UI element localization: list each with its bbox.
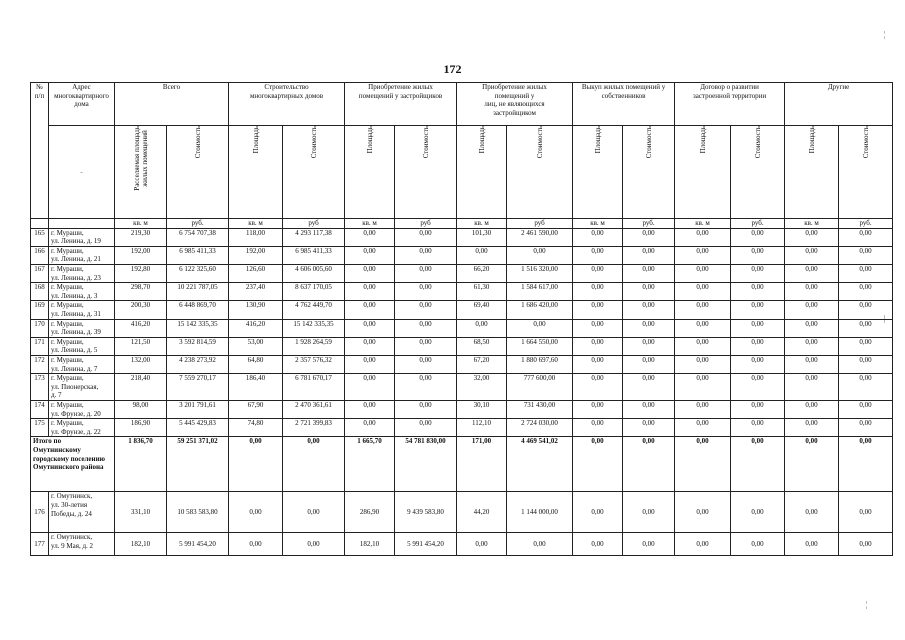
subtotal-value: 1 836,70 <box>115 437 167 492</box>
subtotal-value: 1 665,70 <box>345 437 395 492</box>
row-value: 0,00 <box>573 419 623 437</box>
unit-label: кв. м <box>573 219 623 229</box>
unit-label: кв. м <box>457 219 507 229</box>
row-number: 170 <box>31 319 49 337</box>
row-value: 0,00 <box>785 419 839 437</box>
row-value: 0,00 <box>731 533 785 556</box>
subheader-cost-6 <box>839 126 893 219</box>
subtotal-value: 0,00 <box>731 437 785 492</box>
subheader-area-label: Площадь <box>251 126 260 154</box>
row-value: 0,00 <box>731 374 785 401</box>
row-address: г. Мураши, ул. Пионерская, д. 7 <box>49 374 115 401</box>
unit-label: руб <box>507 219 573 229</box>
header-group-purchase-non-developers: Приобретение жилых помещений у лиц, не являющихся застройщиком <box>457 83 573 126</box>
row-value: 0,00 <box>839 319 893 337</box>
row-value: 0,00 <box>395 319 457 337</box>
row-value: 9 439 583,80 <box>395 492 457 533</box>
row-value: 15 142 335,35 <box>283 319 345 337</box>
row-value: 0,00 <box>675 301 731 319</box>
row-value: 0,00 <box>731 283 785 301</box>
row-number: 176 <box>31 492 49 533</box>
row-value: 2 357 576,32 <box>283 355 345 373</box>
row-value: 0,00 <box>731 246 785 264</box>
row-value: 0,00 <box>345 355 395 373</box>
subheader-cost-0 <box>167 126 229 219</box>
row-value: 132,00 <box>115 355 167 373</box>
row-value: 32,00 <box>457 374 507 401</box>
row-address: г. Мураши, ул. Фрунзе, д. 20 <box>49 401 115 419</box>
row-value: 121,50 <box>115 337 167 355</box>
row-value: 0,00 <box>839 246 893 264</box>
row-value: 0,00 <box>395 401 457 419</box>
row-value: 0,00 <box>345 337 395 355</box>
row-value: 0,00 <box>785 401 839 419</box>
row-value: 2 724 030,00 <box>507 419 573 437</box>
row-value: 5 991 454,20 <box>167 533 229 556</box>
table-row <box>31 301 893 319</box>
resettlement-table <box>30 82 893 556</box>
unit-label: кв. м <box>115 219 167 229</box>
row-value: 192,00 <box>229 246 283 264</box>
row-value: 0,00 <box>345 283 395 301</box>
row-value: 0,00 <box>839 355 893 373</box>
row-value: 0,00 <box>229 533 283 556</box>
row-value: 0,00 <box>395 337 457 355</box>
table-row <box>31 401 893 419</box>
row-address: г. Омутнинск, ул. 9 Мая, д. 2 <box>49 533 115 556</box>
subheader-area-2 <box>345 126 395 219</box>
row-address: г. Мураши, ул. Ленина, д. 19 <box>49 228 115 246</box>
row-value: 3 201 791,61 <box>167 401 229 419</box>
row-value: 1 144 000,00 <box>507 492 573 533</box>
row-address: г. Мураши, ул. Ленина, д. 23 <box>49 264 115 282</box>
row-value: 0,00 <box>345 374 395 401</box>
row-value: 130,90 <box>229 301 283 319</box>
row-value: 1 664 550,00 <box>507 337 573 355</box>
table-row <box>31 337 893 355</box>
row-value: 237,40 <box>229 283 283 301</box>
row-value: 0,00 <box>283 492 345 533</box>
row-value: 0,00 <box>507 246 573 264</box>
unit-label: руб. <box>623 219 675 229</box>
row-value: 0,00 <box>675 319 731 337</box>
row-value: 0,00 <box>623 374 675 401</box>
row-value: 1 686 420,00 <box>507 301 573 319</box>
row-value: 5 991 454,20 <box>395 533 457 556</box>
row-number: 165 <box>31 228 49 246</box>
subheader-area-label: Расселяемая площадь жилых помещений <box>132 126 149 191</box>
row-value: 0,00 <box>573 533 623 556</box>
table-row <box>31 492 893 533</box>
header-group-total: Всего <box>115 83 229 126</box>
row-value: 0,00 <box>457 246 507 264</box>
row-number: 175 <box>31 419 49 437</box>
row-value: 0,00 <box>785 283 839 301</box>
subtotal-value: 4 469 541,02 <box>507 437 573 492</box>
row-value: 0,00 <box>573 337 623 355</box>
row-value: 44,20 <box>457 492 507 533</box>
subheader-cost-4 <box>623 126 675 219</box>
row-number: 168 <box>31 283 49 301</box>
row-value: 8 637 170,05 <box>283 283 345 301</box>
row-value: 0,00 <box>283 533 345 556</box>
units-empty-addr <box>49 219 115 229</box>
row-value: 0,00 <box>731 355 785 373</box>
unit-label: кв. м <box>785 219 839 229</box>
subtotal-label: Итого по Омутнинскому городскому поселению Омутнинского района <box>31 437 115 492</box>
row-value: 0,00 <box>675 419 731 437</box>
unit-label: руб. <box>167 219 229 229</box>
row-value: 2 721 399,83 <box>283 419 345 437</box>
table-row <box>31 355 893 373</box>
row-value: 0,00 <box>623 401 675 419</box>
row-value: 4 293 117,38 <box>283 228 345 246</box>
row-value: 0,00 <box>395 355 457 373</box>
subheader-area-label: Площадь <box>365 126 374 154</box>
subtotal-value: 171,00 <box>457 437 507 492</box>
table-row <box>31 319 893 337</box>
row-number: 171 <box>31 337 49 355</box>
row-value: 61,30 <box>457 283 507 301</box>
row-value: 0,00 <box>675 492 731 533</box>
row-value: 0,00 <box>785 228 839 246</box>
row-value: 0,00 <box>731 264 785 282</box>
row-value: 69,40 <box>457 301 507 319</box>
row-value: 0,00 <box>731 337 785 355</box>
subheader-cost-label: Стоимость <box>309 126 318 159</box>
row-value: 0,00 <box>573 319 623 337</box>
row-value: 64,80 <box>229 355 283 373</box>
table-row <box>31 533 893 556</box>
row-value: 186,40 <box>229 374 283 401</box>
row-value: 0,00 <box>785 533 839 556</box>
subheader-cost-2 <box>395 126 457 219</box>
row-value: 1 880 697,60 <box>507 355 573 373</box>
subheader-area-6 <box>785 126 839 219</box>
row-value: 1 516 320,00 <box>507 264 573 282</box>
subtotal-value: 0,00 <box>283 437 345 492</box>
row-address: г. Мураши, ул. Ленина, д. 21 <box>49 246 115 264</box>
row-value: 6 448 869,70 <box>167 301 229 319</box>
row-value: 0,00 <box>623 419 675 437</box>
row-value: 1 928 264,59 <box>283 337 345 355</box>
row-value: 0,00 <box>675 533 731 556</box>
row-value: 0,00 <box>839 533 893 556</box>
header-group-purchase-developers: Приобретение жилых помещений у застройщиков <box>345 83 457 126</box>
subheader-cost-label: Стоимость <box>535 126 544 159</box>
unit-label: руб <box>283 219 345 229</box>
row-value: 2 470 361,61 <box>283 401 345 419</box>
row-value: 0,00 <box>839 401 893 419</box>
row-value: 0,00 <box>839 301 893 319</box>
row-value: 0,00 <box>573 374 623 401</box>
row-value: 0,00 <box>573 401 623 419</box>
row-value: 0,00 <box>731 228 785 246</box>
row-value: 0,00 <box>839 374 893 401</box>
row-value: 0,00 <box>395 374 457 401</box>
row-value: 0,00 <box>345 319 395 337</box>
units-empty-num <box>31 219 49 229</box>
row-value: 0,00 <box>573 228 623 246</box>
row-value: 0,00 <box>507 533 573 556</box>
header-address: Адрес многоквартирного дома <box>49 83 115 126</box>
row-value: 0,00 <box>785 492 839 533</box>
unit-label: руб <box>395 219 457 229</box>
row-value: 731 430,00 <box>507 401 573 419</box>
row-value: 6 754 707,38 <box>167 228 229 246</box>
subheader-area-4 <box>573 126 623 219</box>
row-number: 166 <box>31 246 49 264</box>
row-value: 66,20 <box>457 264 507 282</box>
subheader-area-label: Площадь <box>593 126 602 154</box>
subtotal-row <box>31 437 893 492</box>
row-value: 6 781 670,17 <box>283 374 345 401</box>
row-value: 7 559 270,17 <box>167 374 229 401</box>
row-value: 0,00 <box>839 264 893 282</box>
row-value: 0,00 <box>345 301 395 319</box>
row-value: 0,00 <box>839 492 893 533</box>
row-value: 0,00 <box>623 492 675 533</box>
row-value: 416,20 <box>229 319 283 337</box>
row-value: 0,00 <box>731 492 785 533</box>
row-value: 6 985 411,33 <box>283 246 345 264</box>
header-address-dash: - <box>49 126 115 219</box>
unit-label: руб. <box>731 219 785 229</box>
row-value: 416,20 <box>115 319 167 337</box>
row-value: 10 221 787,05 <box>167 283 229 301</box>
row-value: 298,70 <box>115 283 167 301</box>
row-value: 0,00 <box>785 319 839 337</box>
subtotal-value: 0,00 <box>675 437 731 492</box>
row-value: 0,00 <box>839 228 893 246</box>
row-value: 112,10 <box>457 419 507 437</box>
subtotal-value: 0,00 <box>229 437 283 492</box>
table-row <box>31 246 893 264</box>
row-value: 0,00 <box>675 401 731 419</box>
header-group-buyout: Выкуп жилых помещений у собственников <box>573 83 675 126</box>
row-address: г. Мураши, ул. Ленина, д. 39 <box>49 319 115 337</box>
row-value: 0,00 <box>675 374 731 401</box>
row-address: г. Омутнинск, ул. 30-летия Победы, д. 24 <box>49 492 115 533</box>
subheader-area-3 <box>457 126 507 219</box>
row-value: 0,00 <box>623 533 675 556</box>
row-value: 0,00 <box>675 283 731 301</box>
row-value: 0,00 <box>623 355 675 373</box>
row-value: 0,00 <box>675 337 731 355</box>
row-value: 0,00 <box>785 374 839 401</box>
row-value: 30,10 <box>457 401 507 419</box>
row-value: 3 592 814,59 <box>167 337 229 355</box>
subheader-cost-label: Стоимость <box>861 126 870 159</box>
row-value: 0,00 <box>573 246 623 264</box>
row-value: 0,00 <box>675 264 731 282</box>
subheader-cost-label: Стоимость <box>421 126 430 159</box>
row-value: 331,10 <box>115 492 167 533</box>
edge-mark-mid: | <box>884 314 886 323</box>
row-value: 0,00 <box>457 533 507 556</box>
row-value: 74,80 <box>229 419 283 437</box>
row-value: 6 985 411,33 <box>167 246 229 264</box>
subtotal-value: 0,00 <box>623 437 675 492</box>
row-number: 169 <box>31 301 49 319</box>
subtotal-value: 59 251 371,02 <box>167 437 229 492</box>
subheader-area-1 <box>229 126 283 219</box>
row-value: 0,00 <box>507 319 573 337</box>
page-number: 172 <box>443 62 462 76</box>
row-value: 68,50 <box>457 337 507 355</box>
row-value: 777 600,00 <box>507 374 573 401</box>
row-value: 0,00 <box>785 337 839 355</box>
row-value: 0,00 <box>623 264 675 282</box>
row-value: 0,00 <box>785 301 839 319</box>
row-address: г. Мураши, ул. Фрунзе, д. 22 <box>49 419 115 437</box>
row-value: 0,00 <box>839 419 893 437</box>
row-value: 0,00 <box>675 246 731 264</box>
subheader-cost-label: Стоимость <box>193 126 202 159</box>
table-row <box>31 228 893 246</box>
row-value: 1 584 617,00 <box>507 283 573 301</box>
row-value: 286,90 <box>345 492 395 533</box>
table-row <box>31 264 893 282</box>
row-value: 0,00 <box>731 301 785 319</box>
subheader-area-0 <box>115 126 167 219</box>
row-value: 0,00 <box>345 264 395 282</box>
row-value: 0,00 <box>623 337 675 355</box>
edge-mark-bottom: ¦ <box>866 600 868 609</box>
row-number: 174 <box>31 401 49 419</box>
row-value: 118,00 <box>229 228 283 246</box>
row-value: 0,00 <box>623 228 675 246</box>
unit-label: кв. м <box>345 219 395 229</box>
row-value: 0,00 <box>839 283 893 301</box>
row-value: 67,90 <box>229 401 283 419</box>
row-value: 0,00 <box>395 283 457 301</box>
row-number: 177 <box>31 533 49 556</box>
row-value: 0,00 <box>785 355 839 373</box>
row-value: 0,00 <box>229 492 283 533</box>
header-group-other: Другие <box>785 83 893 126</box>
subheader-area-label: Площадь <box>698 126 707 154</box>
row-value: 0,00 <box>345 401 395 419</box>
row-value: 126,60 <box>229 264 283 282</box>
row-value: 4 238 273,92 <box>167 355 229 373</box>
subtotal-value: 0,00 <box>839 437 893 492</box>
row-value: 0,00 <box>839 337 893 355</box>
row-value: 186,90 <box>115 419 167 437</box>
row-value: 0,00 <box>785 264 839 282</box>
row-value: 98,00 <box>115 401 167 419</box>
row-value: 0,00 <box>395 246 457 264</box>
row-value: 0,00 <box>457 319 507 337</box>
row-value: 192,00 <box>115 246 167 264</box>
row-value: 200,30 <box>115 301 167 319</box>
edge-mark-top: ¦ <box>884 30 886 39</box>
row-value: 0,00 <box>623 301 675 319</box>
header-group-construction: Строительство многоквартирных домов <box>229 83 345 126</box>
row-value: 0,00 <box>623 283 675 301</box>
subheader-area-label: Площадь <box>477 126 486 154</box>
row-value: 0,00 <box>623 246 675 264</box>
subheader-cost-label: Стоимость <box>753 126 762 159</box>
header-group-territory: Договор о развитии застроенной территории <box>675 83 785 126</box>
row-value: 15 142 335,35 <box>167 319 229 337</box>
row-value: 2 461 590,00 <box>507 228 573 246</box>
unit-label: кв. м <box>229 219 283 229</box>
row-value: 0,00 <box>731 401 785 419</box>
subtotal-value: 0,00 <box>785 437 839 492</box>
row-value: 53,00 <box>229 337 283 355</box>
row-value: 0,00 <box>345 419 395 437</box>
row-value: 219,30 <box>115 228 167 246</box>
subheader-cost-3 <box>507 126 573 219</box>
subheader-area-5 <box>675 126 731 219</box>
row-value: 5 445 429,83 <box>167 419 229 437</box>
header-number: № п/п <box>31 83 49 219</box>
row-value: 182,10 <box>115 533 167 556</box>
row-value: 67,20 <box>457 355 507 373</box>
row-value: 0,00 <box>395 228 457 246</box>
table-row <box>31 283 893 301</box>
row-value: 0,00 <box>395 264 457 282</box>
table-row <box>31 374 893 401</box>
subheader-cost-1 <box>283 126 345 219</box>
row-number: 173 <box>31 374 49 401</box>
row-value: 192,80 <box>115 264 167 282</box>
row-number: 172 <box>31 355 49 373</box>
row-value: 4 762 449,70 <box>283 301 345 319</box>
row-value: 0,00 <box>623 319 675 337</box>
table-row <box>31 419 893 437</box>
row-value: 0,00 <box>675 228 731 246</box>
row-value: 0,00 <box>675 355 731 373</box>
row-value: 0,00 <box>731 319 785 337</box>
unit-label: кв. м <box>675 219 731 229</box>
row-address: г. Мураши, ул. Ленина, д. 3 <box>49 283 115 301</box>
row-value: 0,00 <box>345 228 395 246</box>
subheader-area-label: Площадь <box>807 126 816 154</box>
subtotal-value: 0,00 <box>573 437 623 492</box>
row-value: 0,00 <box>395 419 457 437</box>
unit-label: руб. <box>839 219 893 229</box>
row-value: 0,00 <box>573 301 623 319</box>
row-address: г. Мураши, ул. Ленина, д. 5 <box>49 337 115 355</box>
row-value: 6 122 325,60 <box>167 264 229 282</box>
row-number: 167 <box>31 264 49 282</box>
subtotal-value: 54 781 830,00 <box>395 437 457 492</box>
subheader-cost-5 <box>731 126 785 219</box>
row-value: 182,10 <box>345 533 395 556</box>
row-value: 0,00 <box>573 355 623 373</box>
row-value: 0,00 <box>395 301 457 319</box>
row-value: 0,00 <box>731 419 785 437</box>
row-value: 10 583 583,80 <box>167 492 229 533</box>
row-value: 0,00 <box>785 246 839 264</box>
subheader-cost-label: Стоимость <box>644 126 653 159</box>
row-value: 0,00 <box>573 492 623 533</box>
row-address: г. Мураши, ул. Ленина, д. 7 <box>49 355 115 373</box>
row-address: г. Мураши, ул. Ленина, д. 31 <box>49 301 115 319</box>
row-value: 4 606 005,60 <box>283 264 345 282</box>
row-value: 101,30 <box>457 228 507 246</box>
row-value: 0,00 <box>573 264 623 282</box>
row-value: 218,40 <box>115 374 167 401</box>
row-value: 0,00 <box>345 246 395 264</box>
row-value: 0,00 <box>573 283 623 301</box>
